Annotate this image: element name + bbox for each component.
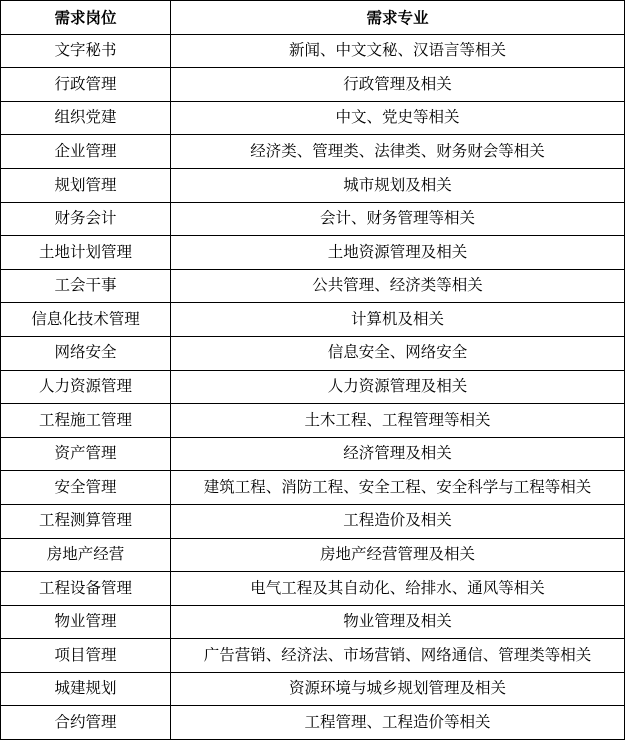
cell-post: 信息化技术管理: [1, 303, 171, 337]
table-row: [1, 202, 625, 236]
cell-major: 会计、财务管理等相关: [171, 202, 625, 236]
table-row: [1, 303, 625, 337]
header-post: 需求岗位: [1, 1, 171, 35]
table-row: [1, 605, 625, 639]
cell-post: 工程施工管理: [1, 404, 171, 438]
cell-post: 网络安全: [1, 336, 171, 370]
cell-major: 土木工程、工程管理等相关: [171, 404, 625, 438]
cell-major: 工程造价及相关: [171, 504, 625, 538]
table-row: [1, 404, 625, 438]
cell-major: 经济管理及相关: [171, 437, 625, 471]
cell-major: 信息安全、网络安全: [171, 336, 625, 370]
cell-major: 人力资源管理及相关: [171, 370, 625, 404]
cell-post: 安全管理: [1, 471, 171, 505]
table-row: [1, 572, 625, 606]
cell-post: 组织党建: [1, 101, 171, 135]
cell-post: 人力资源管理: [1, 370, 171, 404]
table-row: [1, 471, 625, 505]
cell-post: 工程设备管理: [1, 572, 171, 606]
cell-post: 项目管理: [1, 639, 171, 673]
table-row: [1, 168, 625, 202]
table-row: [1, 336, 625, 370]
table-row: [1, 236, 625, 270]
table-row: [1, 370, 625, 404]
cell-post: 工会干事: [1, 269, 171, 303]
table-row: [1, 437, 625, 471]
cell-major: 经济类、管理类、法律类、财务财会等相关: [171, 135, 625, 169]
cell-post: 规划管理: [1, 168, 171, 202]
table-row: [1, 538, 625, 572]
cell-post: 房地产经营: [1, 538, 171, 572]
cell-major: 建筑工程、消防工程、安全工程、安全科学与工程等相关: [171, 471, 625, 505]
table-row: [1, 135, 625, 169]
cell-major: 广告营销、经济法、市场营销、网络通信、管理类等相关: [171, 639, 625, 673]
cell-major: 城市规划及相关: [171, 168, 625, 202]
cell-post: 工程测算管理: [1, 504, 171, 538]
cell-major: 行政管理及相关: [171, 68, 625, 102]
cell-post: 行政管理: [1, 68, 171, 102]
table-row: [1, 68, 625, 102]
cell-post: 物业管理: [1, 605, 171, 639]
table-row: [1, 706, 625, 740]
header-major: 需求专业: [171, 1, 625, 35]
table-header-row: [1, 1, 625, 35]
cell-major: 工程管理、工程造价等相关: [171, 706, 625, 740]
cell-post: 合约管理: [1, 706, 171, 740]
cell-post: 文字秘书: [1, 34, 171, 68]
cell-major: 公共管理、经济类等相关: [171, 269, 625, 303]
table-row: [1, 672, 625, 706]
cell-post: 企业管理: [1, 135, 171, 169]
table-row: [1, 269, 625, 303]
table-row: [1, 101, 625, 135]
cell-major: 房地产经营管理及相关: [171, 538, 625, 572]
cell-major: 资源环境与城乡规划管理及相关: [171, 672, 625, 706]
cell-major: 土地资源管理及相关: [171, 236, 625, 270]
table-row: [1, 504, 625, 538]
table-row: [1, 639, 625, 673]
cell-post: 财务会计: [1, 202, 171, 236]
table-row: [1, 34, 625, 68]
cell-major: 物业管理及相关: [171, 605, 625, 639]
cell-post: 土地计划管理: [1, 236, 171, 270]
cell-major: 中文、党史等相关: [171, 101, 625, 135]
cell-post: 资产管理: [1, 437, 171, 471]
cell-major: 电气工程及其自动化、给排水、通风等相关: [171, 572, 625, 606]
cell-major: 计算机及相关: [171, 303, 625, 337]
cell-major: 新闻、中文文秘、汉语言等相关: [171, 34, 625, 68]
cell-post: 城建规划: [1, 672, 171, 706]
